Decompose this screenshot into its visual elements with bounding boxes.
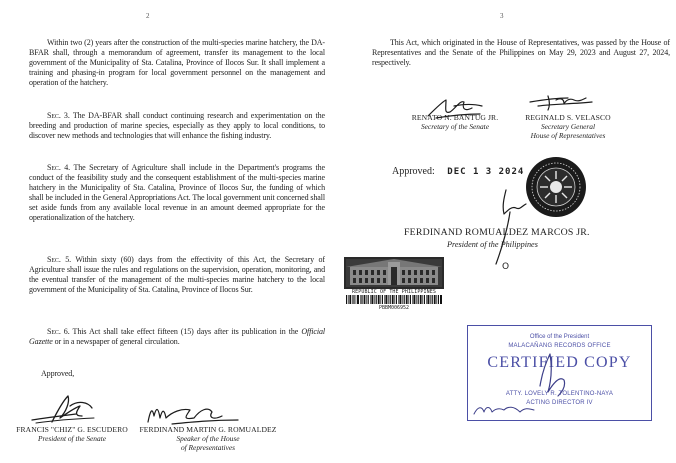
approval-date-stamp: DEC 1 3 2024 (447, 167, 525, 177)
bantug-signatory: RENATO N. BANTUG JR. Secretary of the Senate (411, 113, 499, 131)
certified-copy-stamp: Office of the President MALACAÑANG RECORDS OFFICE CERTIFIED COPY ATTY. LOVELY R. TOLENTINO-NAYA ACTING DIRECTOR IV (467, 325, 652, 421)
velasco-signatory: REGINALD S. VELASCO Secretary General House of Representatives (525, 113, 611, 140)
president-name: FERDINAND ROMUALDEZ MARCOS JR. (404, 227, 590, 238)
romualdez-signatory: FERDINAND MARTIN G. ROMUALDEZ Speaker of the House of Representatives (139, 425, 277, 452)
certifier-signature (468, 326, 653, 422)
page-number: 2 (146, 12, 150, 20)
president-title: President of the Philippines (447, 240, 538, 249)
paragraph-sec-3: Sec. 3. The DA-BFAR shall conduct continuing research and experimentation on the breeding and production of marine species, especially as they apply to local conditions, to discover new methods and technologies that will enhance the fishing industry. (29, 111, 325, 140)
escudero-signature (30, 392, 100, 426)
barcode-id: PBBM006952 (378, 305, 410, 311)
republic-label: REPUBLIC OF THE PHILIPPINES (352, 289, 436, 295)
paragraph-hatchery-transfer: Within two (2) years after the construction of the multi-species marine hatchery, the DA-BFAR shall, through a memorandum of agreement, transfer its management to the local government of the Municipality of Sta. Catalina, Province of Ilocos Sur. It shall implement a training and phasing-in program for local government personnel on the management and operation of the hatchery. (29, 38, 325, 87)
paragraph-sec-4: Sec. 4. The Secretary of Agriculture shall include in the Department's programs the conduct of the feasibility study and the consequent establishment of the multi-species marine hatchery in the Municipality of Sta. Catalina, Province of Ilocos Sur, the funding of which shall be included in the General Appropriations Act. The local government unit concerned shall set aside funds from any available local revenue in an amount deemed appropriate for the operationalization of the hatchery. (29, 163, 325, 222)
page-number: 3 (500, 12, 504, 20)
barcode-icon (346, 295, 442, 304)
paragraph-sec-5: Sec. 5. Within sixty (60) days from the effectivity of this Act, the Secretary of Agriculture shall issue the rules and regulations on the supervision, operation, monitoring, and the eventual transfer of the management of the multi-species marine hatchery to the local government of the Municipality of Sta. Catalina, Province of Ilocos Sur. (29, 255, 325, 294)
paragraph-sec-6: Sec. 6. This Act shall take effect fifteen (15) days after its publication in the Official Gazette or in a newspaper of general circulation. (29, 327, 325, 346)
origin-paragraph: This Act, which originated in the House of Representatives, was passed by the House of Representatives and the Senate of the Philippines on May 29, 2023 and August 27, 2024, respectively. (372, 38, 670, 67)
approval-line: Approved: DEC 1 3 2024 (392, 166, 525, 177)
malacanang-palace-icon (344, 257, 444, 289)
escudero-signatory: FRANCIS "CHIZ" G. ESCUDERO President of the Senate (16, 425, 128, 443)
handwritten-mark: O (502, 262, 510, 272)
approved-label: Approved, (41, 369, 75, 378)
certified-copy-heading: CERTIFIED COPY (487, 354, 632, 371)
velasco-signature (528, 92, 594, 114)
